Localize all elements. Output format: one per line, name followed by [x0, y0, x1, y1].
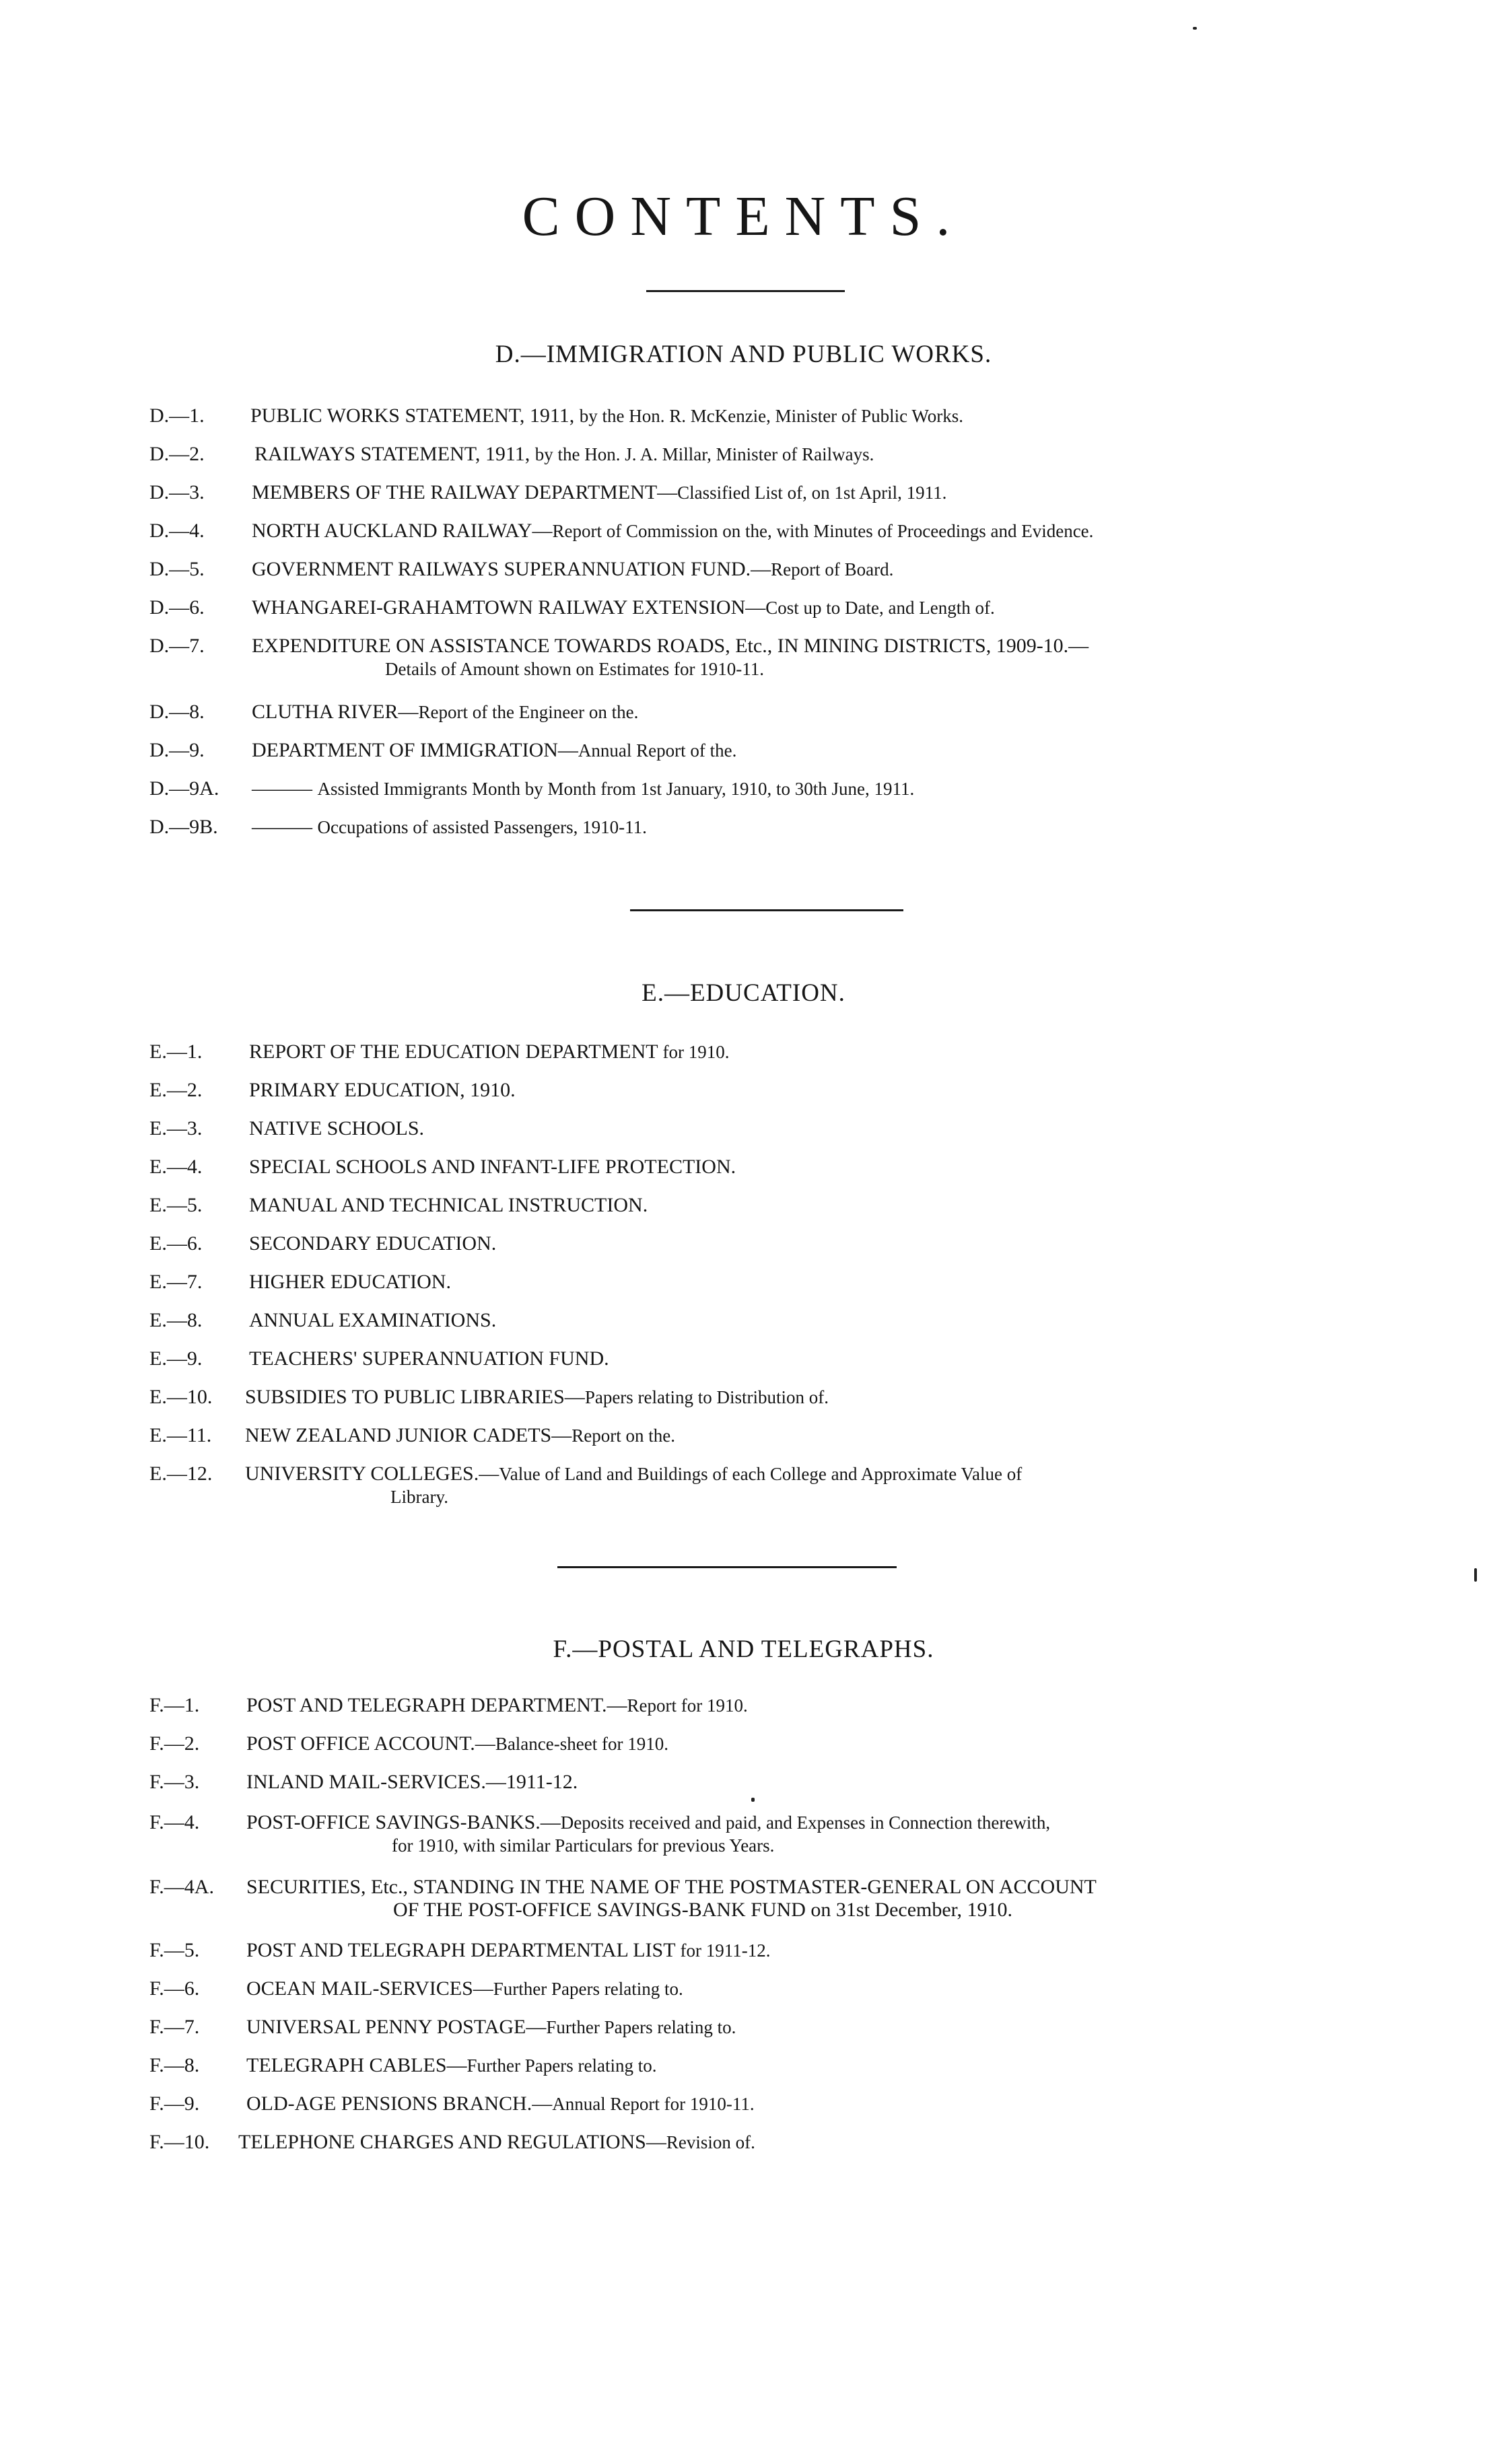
entry-desc: for 1910.	[662, 1042, 730, 1062]
entry-title: SUBSIDIES TO PUBLIC LIBRARIES—	[245, 1386, 585, 1408]
entry-title: NATIVE SCHOOLS.	[249, 1117, 425, 1139]
entry-desc: Occupations of assisted Passengers, 1910-11.	[317, 817, 647, 837]
entry-title: ANNUAL EXAMINATIONS.	[249, 1309, 497, 1331]
entry-desc: by the Hon. J. A. Millar, Minister of Railways.	[534, 444, 874, 464]
entry-title: DEPARTMENT OF IMMIGRATION—	[252, 739, 578, 761]
section-heading-f: F.—POSTAL AND TELEGRAPHS.	[553, 1635, 934, 1663]
entry-title: OCEAN MAIL-SERVICES—	[246, 1977, 493, 2000]
entry-code: D.—4.	[149, 520, 205, 542]
entry-code: E.—3.	[149, 1117, 203, 1139]
entry-desc: Further Papers relating to.	[493, 1979, 683, 1999]
entry-code: E.—8.	[149, 1309, 203, 1331]
entry-desc: Classified List of, on 1st April, 1911.	[677, 483, 947, 503]
entry-desc: Balance-sheet for 1910.	[495, 1734, 668, 1754]
entry-title: HIGHER EDUCATION.	[249, 1271, 451, 1293]
entry-title: POST-OFFICE SAVINGS-BANKS.—	[246, 1811, 561, 1833]
entry-code: E.—12.	[149, 1463, 213, 1485]
section-heading-d: D.—IMMIGRATION AND PUBLIC WORKS.	[495, 341, 992, 368]
entry-desc: Report of the Engineer on the.	[418, 702, 639, 722]
entry-title: WHANGAREI-GRAHAMTOWN RAILWAY EXTENSION—	[252, 596, 766, 619]
section-divider	[557, 1566, 897, 1568]
entry-code: D.—8.	[149, 701, 205, 723]
entry-code: D.—6.	[149, 596, 205, 619]
entry-code: F.—4.	[149, 1811, 200, 1833]
page-title: CONTENTS.	[522, 185, 965, 248]
entry-desc: Report of Board.	[771, 559, 894, 579]
entry-title: TELEGRAPH CABLES—	[246, 2054, 467, 2076]
entry-code: D.—3.	[149, 481, 205, 503]
entry-desc: Revision of.	[666, 2132, 755, 2152]
scan-speck	[1474, 1568, 1477, 1582]
entry-code: D.—1.	[149, 404, 205, 427]
entry-desc: Annual Report of the.	[578, 740, 737, 761]
entry-code: F.—8.	[149, 2054, 200, 2076]
entry-code: E.—6.	[149, 1232, 203, 1255]
entry-title: ———	[252, 777, 312, 800]
entry-desc: Further Papers relating to.	[466, 2055, 657, 2076]
section-divider	[630, 909, 903, 911]
entry-title: POST AND TELEGRAPH DEPARTMENT.—	[246, 1694, 627, 1716]
entry-title: POST AND TELEGRAPH DEPARTMENTAL LIST	[246, 1939, 675, 1961]
entry-desc: Report on the.	[572, 1425, 675, 1446]
entry-desc: by the Hon. R. McKenzie, Minister of Public Works.	[579, 406, 963, 426]
entry-desc: Annual Report for 1910-11.	[552, 2094, 755, 2114]
entry-code: F.—7.	[149, 2016, 200, 2038]
entry-code: D.—9A.	[149, 777, 219, 800]
entry-title: GOVERNMENT RAILWAYS SUPERANNUATION FUND.—	[252, 558, 771, 580]
entry-title: TEACHERS' SUPERANNUATION FUND.	[249, 1347, 609, 1370]
entry-title: SECONDARY EDUCATION.	[249, 1232, 497, 1255]
entry-code: E.—9.	[149, 1347, 203, 1370]
entry-title: MEMBERS OF THE RAILWAY DEPARTMENT—	[252, 481, 678, 503]
entry-code: F.—1.	[149, 1694, 200, 1716]
entry-desc: Assisted Immigrants Month by Month from 1st January, 1910, to 30th June, 1911.	[317, 779, 915, 799]
entry-code: E.—5.	[149, 1194, 203, 1216]
entry-code: F.—4A.	[149, 1876, 214, 1898]
entry-code: E.—11.	[149, 1424, 212, 1446]
entry-desc: Further Papers relating to.	[546, 2017, 736, 2037]
entry-code: D.—2.	[149, 443, 205, 465]
entry-title: EXPENDITURE ON ASSISTANCE TOWARDS ROADS, Etc., IN MINING DISTRICTS, 1909-10.—	[252, 635, 1089, 657]
entry-title: PUBLIC WORKS STATEMENT, 1911,	[250, 404, 575, 427]
entry-title: SECURITIES, Etc., STANDING IN THE NAME OF THE POSTMASTER-GENERAL ON ACCOUNT	[246, 1876, 1097, 1898]
entry-code: F.—5.	[149, 1939, 200, 1961]
entry-desc: Deposits received and paid, and Expenses in Connection therewith,	[560, 1812, 1051, 1833]
entry-desc: Value of Land and Buildings of each College and Approximate Value of	[499, 1464, 1023, 1484]
entry-continuation: Library.	[390, 1487, 448, 1507]
entry-title: MANUAL AND TECHNICAL INSTRUCTION.	[249, 1194, 648, 1216]
entry-desc: Papers relating to Distribution of.	[584, 1387, 829, 1407]
title-rule	[646, 290, 845, 292]
entry-code: F.—10.	[149, 2131, 210, 2153]
entry-title: UNIVERSAL PENNY POSTAGE—	[246, 2016, 547, 2038]
entry-title: ———	[252, 816, 312, 838]
entry-title: PRIMARY EDUCATION, 1910.	[249, 1079, 516, 1101]
entry-continuation: Details of Amount shown on Estimates for 1910-11.	[385, 659, 764, 679]
entry-desc: Report of Commission on the, with Minutes of Proceedings and Evidence.	[552, 521, 1094, 541]
entry-code: F.—2.	[149, 1732, 200, 1755]
entry-title: SPECIAL SCHOOLS AND INFANT-LIFE PROTECTION.	[249, 1156, 736, 1178]
entry-code: E.—7.	[149, 1271, 203, 1293]
entry-title: REPORT OF THE EDUCATION DEPARTMENT	[249, 1041, 658, 1063]
scan-speck	[751, 1798, 755, 1802]
entry-code: D.—9.	[149, 739, 205, 761]
entry-code: E.—10.	[149, 1386, 213, 1408]
entry-code: D.—9B.	[149, 816, 218, 838]
entry-code: E.—2.	[149, 1079, 203, 1101]
section-heading-e: E.—EDUCATION.	[642, 979, 845, 1007]
entry-title: RAILWAYS STATEMENT, 1911,	[254, 443, 530, 465]
entry-desc: for 1911-12.	[680, 1940, 771, 1961]
entry-title: NORTH AUCKLAND RAILWAY—	[252, 520, 553, 542]
entry-code: F.—9.	[149, 2092, 200, 2115]
entry-code: E.—4.	[149, 1156, 203, 1178]
entry-code: D.—7.	[149, 635, 205, 657]
scan-speck	[1193, 27, 1197, 30]
entry-title: CLUTHA RIVER—	[252, 701, 419, 723]
entry-code: F.—3.	[149, 1771, 200, 1793]
entry-title: TELEPHONE CHARGES AND REGULATIONS—	[238, 2131, 666, 2153]
entry-title: OLD-AGE PENSIONS BRANCH.—	[246, 2092, 553, 2115]
entry-title: INLAND MAIL-SERVICES.—1911-12.	[246, 1771, 578, 1793]
entry-continuation: for 1910, with similar Particulars for previous Years.	[392, 1835, 775, 1856]
entry-title: UNIVERSITY COLLEGES.—	[245, 1463, 499, 1485]
entry-continuation: OF THE POST-OFFICE SAVINGS-BANK FUND on 31st December, 1910.	[393, 1899, 1012, 1921]
entry-title: NEW ZEALAND JUNIOR CADETS—	[245, 1424, 572, 1446]
entry-code: E.—1.	[149, 1041, 203, 1063]
entry-desc: Cost up to Date, and Length of.	[765, 598, 995, 618]
entry-desc: Report for 1910.	[627, 1695, 748, 1716]
entry-code: F.—6.	[149, 1977, 200, 2000]
entry-title: POST OFFICE ACCOUNT.—	[246, 1732, 495, 1755]
entry-code: D.—5.	[149, 558, 205, 580]
